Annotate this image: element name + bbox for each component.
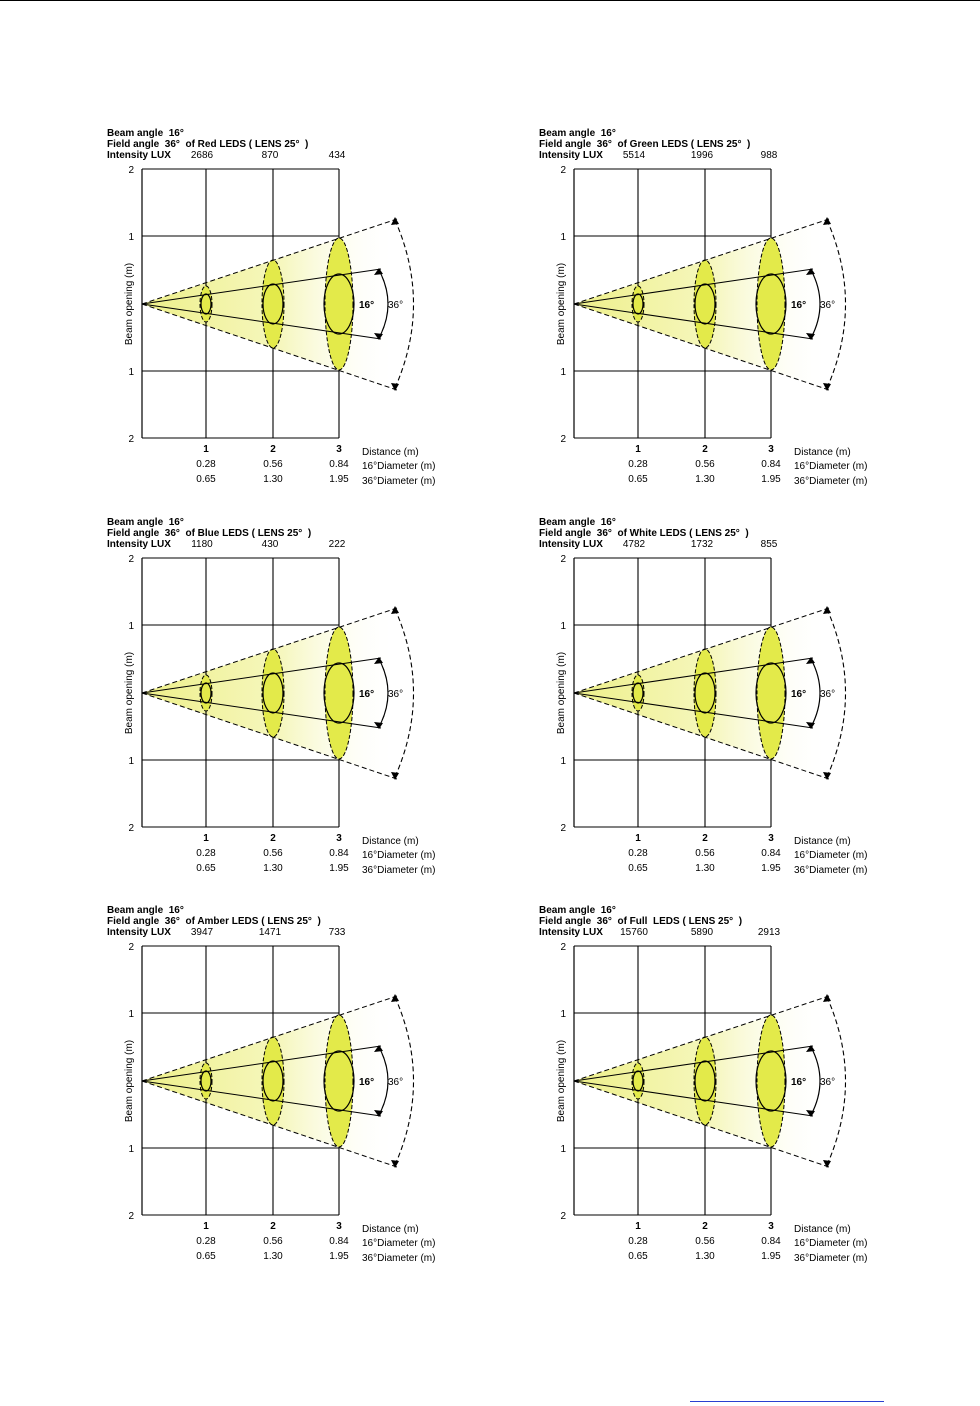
y-tick-label: 1: [560, 621, 566, 632]
beam-angle-marker: 16°: [359, 300, 375, 311]
beam-angle-heading: Beam angle 16°: [539, 905, 616, 916]
y-tick-label: 1: [560, 367, 566, 378]
diameter-36-value: 1.95: [329, 1251, 349, 1262]
distance-value: 3: [768, 833, 774, 844]
field-ellipse: [262, 1037, 284, 1125]
diameter-16-value: 0.56: [695, 459, 715, 470]
diameter-16-value: 0.28: [196, 1236, 216, 1247]
field-ellipse: [200, 286, 212, 322]
diameter-16-value: 0.28: [628, 1236, 648, 1247]
distance-axis-label: Distance (m): [794, 1224, 851, 1235]
diameter-36-label: 36°Diameter (m): [794, 1253, 868, 1264]
intensity-value: 1732: [690, 539, 714, 550]
intensity-value: 1180: [191, 539, 213, 550]
field-ellipse: [325, 1015, 353, 1147]
field-angle-marker: 36°: [820, 1077, 836, 1088]
field-ellipse: [694, 260, 716, 348]
intensity-label: Intensity LUX: [539, 927, 603, 938]
beam-diagram-svg: [539, 128, 884, 488]
distance-value: 1: [635, 833, 641, 844]
distance-value: 3: [336, 444, 342, 455]
diameter-36-label: 36°Diameter (m): [362, 476, 436, 487]
field-ellipse: [757, 238, 785, 370]
y-tick-label: 1: [128, 1009, 134, 1020]
diameter-16-label: 16°Diameter (m): [362, 461, 436, 472]
diameter-16-label: 16°Diameter (m): [362, 850, 436, 861]
y-tick-label: 2: [128, 1211, 134, 1222]
diameter-36-value: 1.95: [329, 863, 349, 874]
beam-diagram-svg: [539, 517, 884, 877]
y-tick-label: 1: [560, 1009, 566, 1020]
distance-axis-label: Distance (m): [362, 447, 419, 458]
distance-value: 2: [270, 444, 276, 455]
diameter-36-label: 36°Diameter (m): [794, 476, 868, 487]
y-tick-label: 1: [128, 756, 134, 767]
field-ellipse: [325, 238, 353, 370]
distance-value: 3: [768, 444, 774, 455]
field-ellipse: [200, 1063, 212, 1099]
distance-value: 2: [270, 833, 276, 844]
beam-angle-marker: 16°: [359, 1077, 375, 1088]
y-tick-label: 2: [560, 1211, 566, 1222]
intensity-value: 1471: [258, 927, 282, 938]
diameter-36-label: 36°Diameter (m): [362, 865, 436, 876]
beam-angle-marker: 16°: [791, 689, 807, 700]
diameter-36-label: 36°Diameter (m): [794, 865, 868, 876]
field-ellipse: [632, 286, 644, 322]
diameter-36-value: 1.30: [263, 474, 283, 485]
beam-angle-heading: Beam angle 16°: [107, 128, 184, 139]
beam-angle-heading: Beam angle 16°: [539, 517, 616, 528]
intensity-value: 733: [328, 927, 346, 938]
beam-diagram-svg: [539, 905, 884, 1265]
diameter-16-value: 0.84: [329, 848, 349, 859]
diameter-36-label: 36°Diameter (m): [362, 1253, 436, 1264]
diameter-36-value: 1.30: [695, 1251, 715, 1262]
diameter-36-value: 0.65: [628, 1251, 648, 1262]
y-tick-label: 2: [560, 165, 566, 176]
distance-axis-label: Distance (m): [794, 836, 851, 847]
diameter-36-value: 0.65: [196, 474, 216, 485]
field-angle-heading: Field angle 36° of White LEDS ( LENS 25° ): [539, 528, 749, 539]
y-tick-label: 2: [560, 554, 566, 565]
y-axis-label: Beam opening (m): [556, 651, 567, 735]
beam-diagram-svg: [107, 128, 452, 488]
y-tick-label: 1: [128, 232, 134, 243]
intensity-label: Intensity LUX: [107, 927, 171, 938]
diameter-16-value: 0.84: [761, 459, 781, 470]
footer-link-underline[interactable]: [690, 1401, 884, 1402]
field-ellipse: [694, 1037, 716, 1125]
beam-angle-heading: Beam angle 16°: [107, 517, 184, 528]
distance-value: 3: [336, 833, 342, 844]
diameter-16-label: 16°Diameter (m): [362, 1238, 436, 1249]
diameter-36-value: 0.65: [196, 863, 216, 874]
intensity-value: 3947: [190, 927, 214, 938]
beam-angle-marker: 16°: [359, 689, 375, 700]
beam-diagram-svg: [107, 905, 452, 1265]
y-tick-label: 1: [128, 1144, 134, 1155]
beam-diagram-panel: [107, 517, 452, 877]
field-angle-marker: 36°: [820, 300, 836, 311]
field-ellipse: [325, 627, 353, 759]
distance-value: 2: [702, 1221, 708, 1232]
beam-diagram-svg: [107, 517, 452, 877]
diameter-36-value: 1.30: [263, 1251, 283, 1262]
diameter-36-value: 0.65: [196, 1251, 216, 1262]
y-tick-label: 2: [128, 434, 134, 445]
intensity-value: 4782: [622, 539, 646, 550]
y-tick-label: 2: [560, 823, 566, 834]
diameter-16-label: 16°Diameter (m): [794, 850, 868, 861]
diameter-16-label: 16°Diameter (m): [794, 1238, 868, 1249]
field-angle-heading: Field angle 36° of Green LEDS ( LENS 25° ): [539, 139, 751, 150]
intensity-value: 2686: [190, 150, 214, 161]
diameter-36-value: 1.30: [263, 863, 283, 874]
field-ellipse: [632, 1063, 644, 1099]
diameter-16-value: 0.84: [761, 1236, 781, 1247]
diameter-36-value: 0.65: [628, 474, 648, 485]
distance-value: 1: [635, 1221, 641, 1232]
intensity-value: 430: [261, 539, 279, 550]
intensity-value: 2913: [757, 927, 781, 938]
diameter-36-value: 1.95: [329, 474, 349, 485]
diameter-16-value: 0.84: [329, 459, 349, 470]
field-ellipse: [262, 649, 284, 737]
diameter-36-value: 1.30: [695, 474, 715, 485]
field-ellipse: [200, 675, 212, 711]
distance-value: 2: [702, 833, 708, 844]
beam-angle-marker: 16°: [791, 1077, 807, 1088]
y-tick-label: 1: [128, 367, 134, 378]
y-tick-label: 1: [560, 232, 566, 243]
beam-diagram-panel: [539, 905, 884, 1265]
distance-axis-label: Distance (m): [794, 447, 851, 458]
intensity-value: 222: [328, 539, 346, 550]
y-tick-label: 2: [560, 942, 566, 953]
field-angle-marker: 36°: [388, 300, 404, 311]
diameter-16-value: 0.28: [196, 848, 216, 859]
field-angle-marker: 36°: [820, 689, 836, 700]
field-angle-heading: Field angle 36° of Amber LEDS ( LENS 25° ): [107, 916, 321, 927]
diameter-36-value: 1.95: [761, 474, 781, 485]
diameter-36-value: 0.65: [628, 863, 648, 874]
field-ellipse: [757, 1015, 785, 1147]
distance-value: 1: [203, 833, 209, 844]
field-angle-heading: Field angle 36° of Blue LEDS ( LENS 25° ): [107, 528, 312, 539]
intensity-value: 5890: [690, 927, 714, 938]
diameter-16-value: 0.84: [329, 1236, 349, 1247]
beam-angle-heading: Beam angle 16°: [539, 128, 616, 139]
intensity-value: 1996: [690, 150, 714, 161]
intensity-label: Intensity LUX: [107, 539, 171, 550]
y-tick-label: 1: [128, 621, 134, 632]
beam-angle-marker: 16°: [791, 300, 807, 311]
field-ellipse: [694, 649, 716, 737]
diameter-16-value: 0.56: [695, 1236, 715, 1247]
intensity-value: 434: [328, 150, 346, 161]
distance-value: 2: [270, 1221, 276, 1232]
beam-diagram-panel: [539, 517, 884, 877]
diameter-36-value: 1.95: [761, 863, 781, 874]
y-tick-label: 2: [128, 554, 134, 565]
y-tick-label: 1: [560, 1144, 566, 1155]
intensity-value: 5514: [622, 150, 646, 161]
intensity-value: 870: [261, 150, 279, 161]
y-axis-label: Beam opening (m): [124, 651, 135, 735]
field-ellipse: [262, 260, 284, 348]
beam-diagram-panel: [107, 128, 452, 488]
diameter-16-value: 0.84: [761, 848, 781, 859]
beam-angle-heading: Beam angle 16°: [107, 905, 184, 916]
y-tick-label: 2: [128, 823, 134, 834]
distance-value: 2: [702, 444, 708, 455]
y-axis-label: Beam opening (m): [124, 262, 135, 346]
y-tick-label: 2: [128, 165, 134, 176]
diameter-16-value: 0.28: [628, 459, 648, 470]
y-axis-label: Beam opening (m): [124, 1039, 135, 1123]
beam-diagram-panel: [539, 128, 884, 488]
diameter-16-value: 0.56: [263, 459, 283, 470]
field-angle-marker: 36°: [388, 1077, 404, 1088]
intensity-value: 15760: [620, 927, 648, 938]
diameter-36-value: 1.30: [695, 863, 715, 874]
distance-value: 1: [635, 444, 641, 455]
field-ellipse: [632, 675, 644, 711]
diameter-16-value: 0.56: [695, 848, 715, 859]
distance-value: 1: [203, 444, 209, 455]
diameter-16-label: 16°Diameter (m): [794, 461, 868, 472]
field-ellipse: [757, 627, 785, 759]
diameter-16-value: 0.56: [263, 848, 283, 859]
diameter-16-value: 0.28: [628, 848, 648, 859]
intensity-label: Intensity LUX: [539, 539, 603, 550]
distance-value: 3: [336, 1221, 342, 1232]
beam-diagram-panel: [107, 905, 452, 1265]
field-angle-heading: Field angle 36° of Full LEDS ( LENS 25° ): [539, 916, 743, 927]
diameter-36-value: 1.95: [761, 1251, 781, 1262]
intensity-label: Intensity LUX: [107, 150, 171, 161]
distance-axis-label: Distance (m): [362, 836, 419, 847]
intensity-value: 988: [760, 150, 778, 161]
diameter-16-value: 0.28: [196, 459, 216, 470]
y-tick-label: 2: [128, 942, 134, 953]
distance-value: 3: [768, 1221, 774, 1232]
y-tick-label: 1: [560, 756, 566, 767]
diameter-16-value: 0.56: [263, 1236, 283, 1247]
distance-value: 1: [203, 1221, 209, 1232]
intensity-label: Intensity LUX: [539, 150, 603, 161]
y-tick-label: 2: [560, 434, 566, 445]
distance-axis-label: Distance (m): [362, 1224, 419, 1235]
field-angle-heading: Field angle 36° of Red LEDS ( LENS 25° ): [107, 139, 309, 150]
field-angle-marker: 36°: [388, 689, 404, 700]
top-rule: [0, 0, 980, 1]
intensity-value: 855: [760, 539, 778, 550]
y-axis-label: Beam opening (m): [556, 1039, 567, 1123]
y-axis-label: Beam opening (m): [556, 262, 567, 346]
